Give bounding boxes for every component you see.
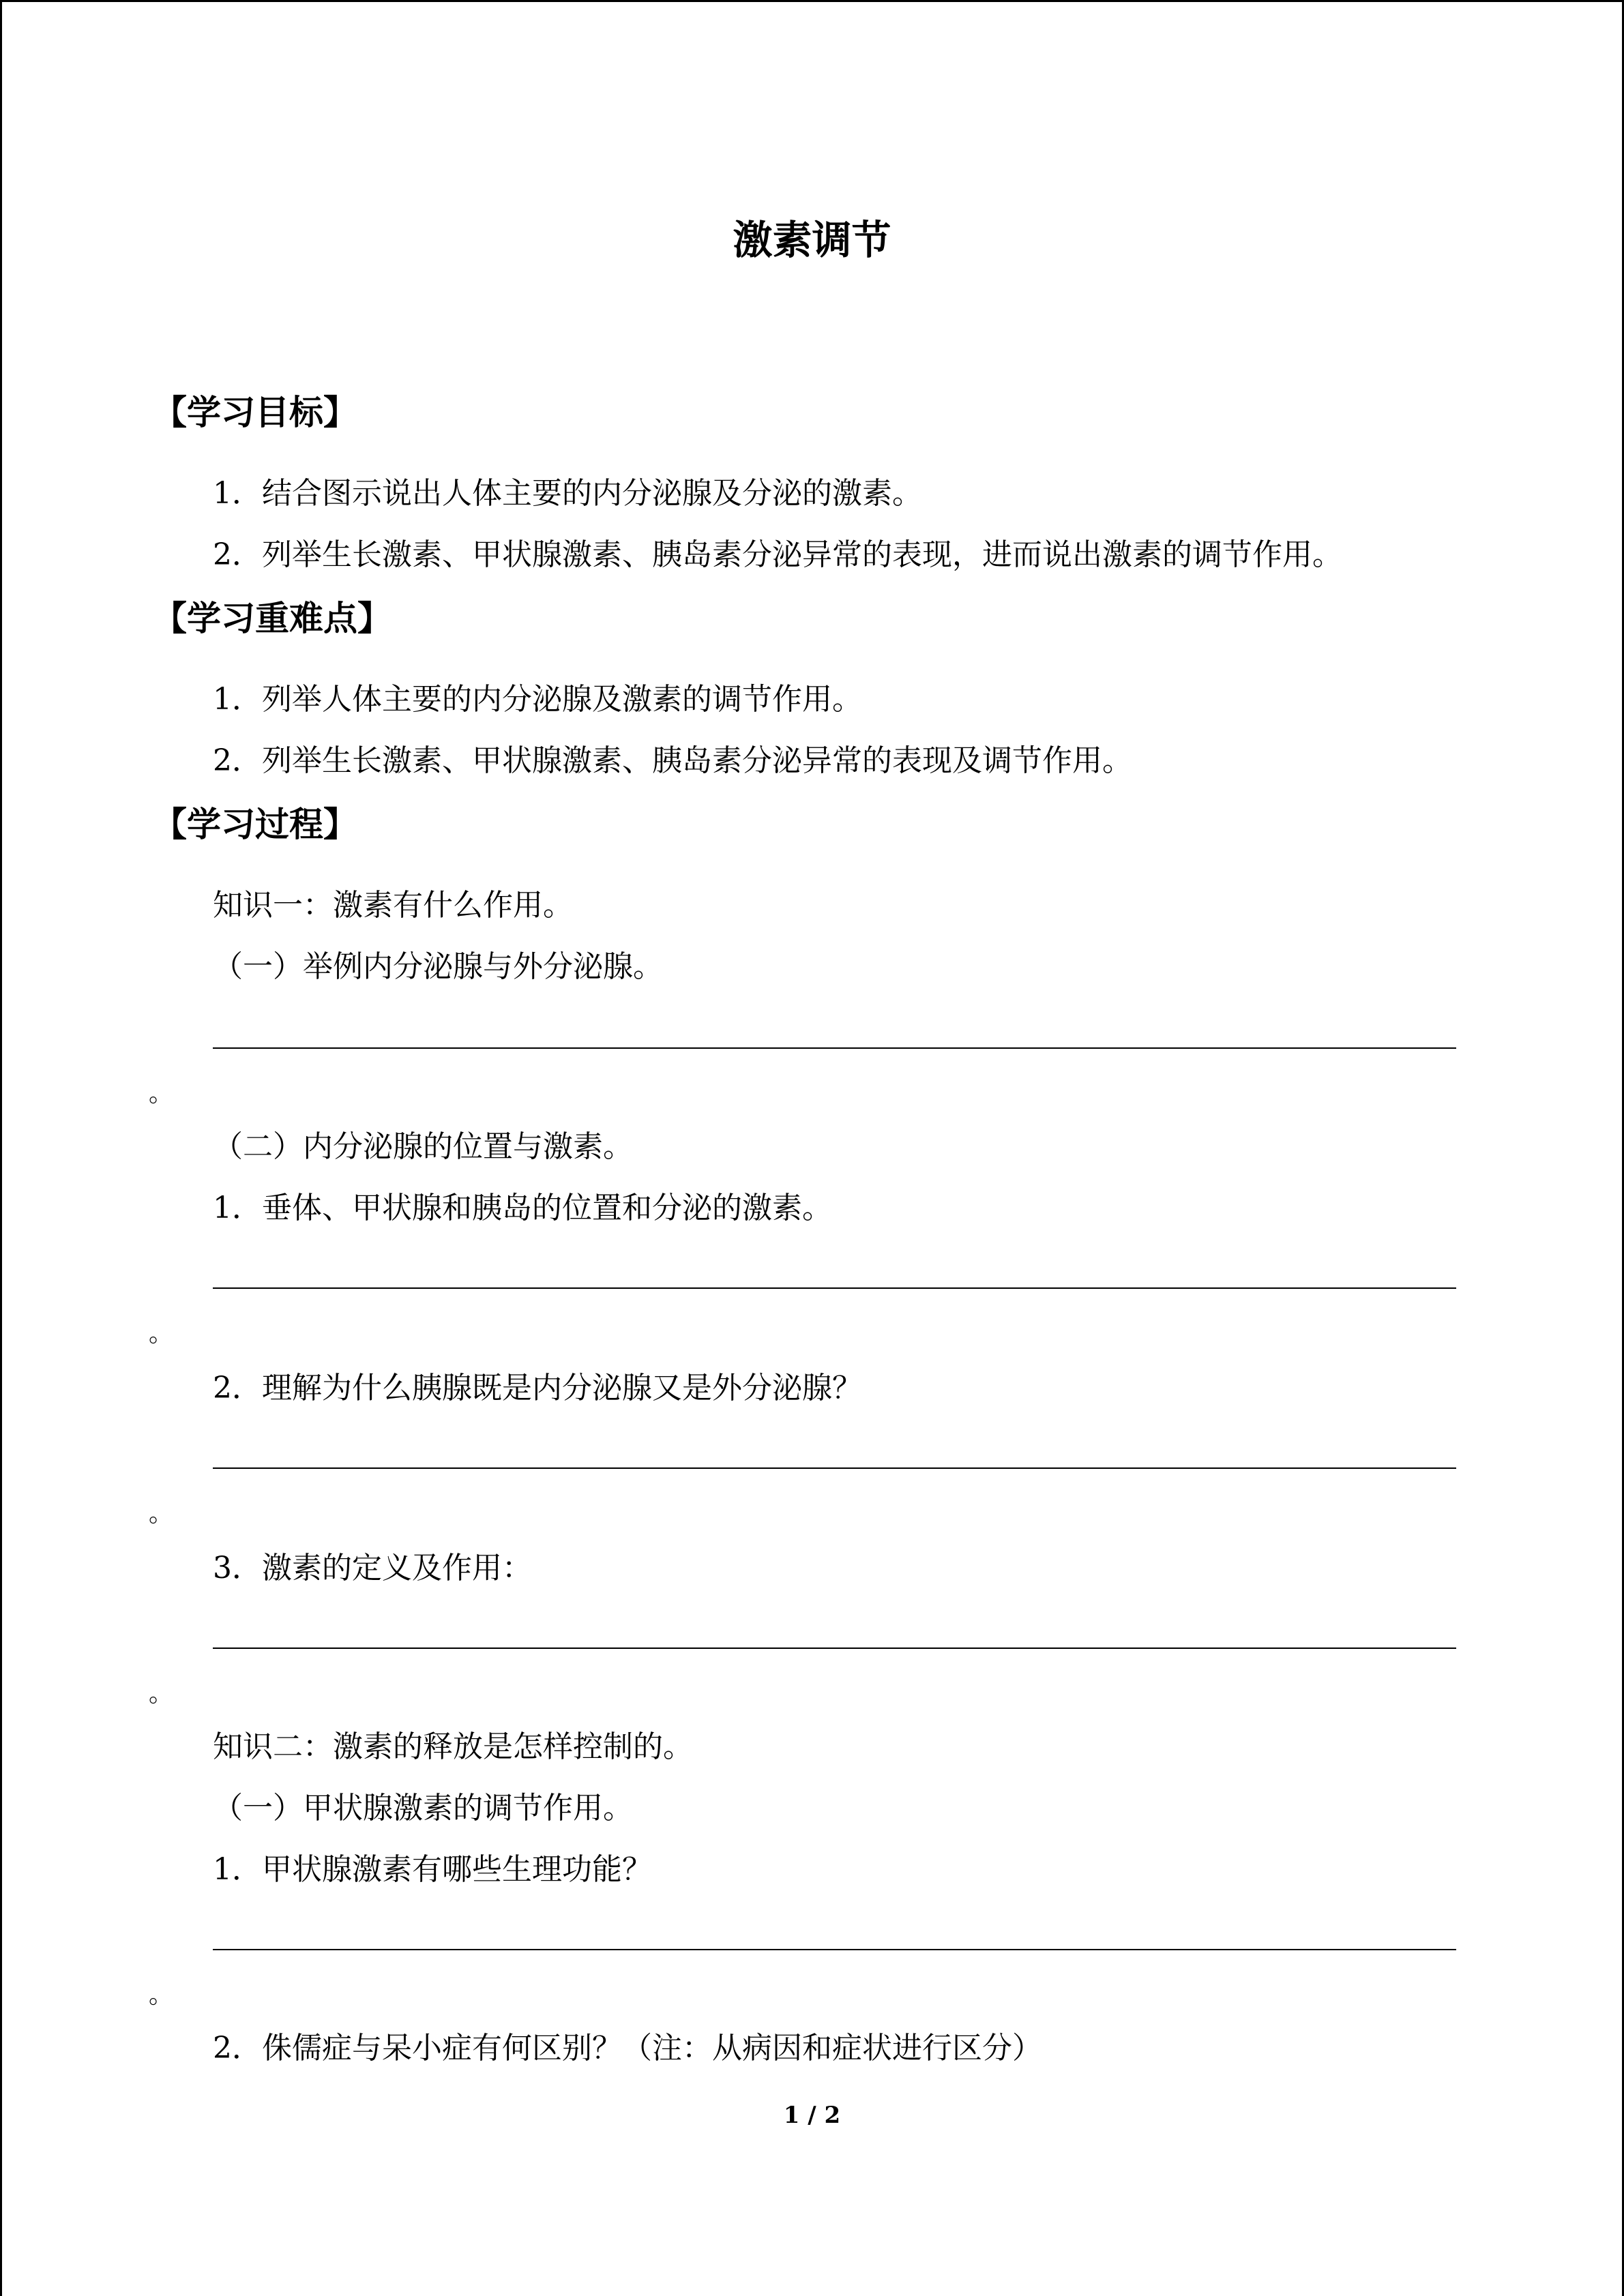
end-mark: 。: [149, 1680, 174, 1708]
key-point-item-2: 2．列举生长激素、甲状腺激素、胰岛素分泌异常的表现及调节作用。: [213, 743, 1132, 778]
answer-line: [213, 1467, 1456, 1469]
knowledge-1-question-2-3: 3．激素的定义及作用：: [213, 1551, 532, 1585]
end-mark: 。: [149, 1079, 174, 1107]
answer-line: [213, 1047, 1456, 1049]
end-mark: 。: [149, 1981, 174, 2009]
section-heading-goals: 【学习目标】: [153, 392, 357, 432]
knowledge-1-question-2: （二）内分泌腺的位置与激素。: [213, 1129, 633, 1164]
page-number: 1 / 2: [783, 2102, 841, 2129]
knowledge-2-title: 知识二：激素的释放是怎样控制的。: [213, 1729, 693, 1764]
knowledge-2-question-1: （一）甲状腺激素的调节作用。: [213, 1791, 633, 1825]
answer-line: [213, 1949, 1456, 1950]
knowledge-1-title: 知识一：激素有什么作用。: [213, 888, 573, 923]
knowledge-1-question-1: （一）举例内分泌腺与外分泌腺。: [213, 949, 663, 984]
knowledge-1-question-2-2: 2．理解为什么胰腺既是内分泌腺又是外分泌腺？: [213, 1371, 862, 1405]
knowledge-2-question-1-2: 2．侏儒症与呆小症有何区别？（注：从病因和症状进行区分）: [213, 2031, 1042, 2066]
section-heading-key-points: 【学习重难点】: [153, 598, 392, 638]
section-heading-process: 【学习过程】: [153, 804, 357, 844]
key-point-item-1: 1．列举人体主要的内分泌腺及激素的调节作用。: [213, 682, 862, 717]
end-mark: 。: [149, 1320, 174, 1347]
goal-item-2: 2．列举生长激素、甲状腺激素、胰岛素分泌异常的表现，进而说出激素的调节作用。: [213, 537, 1342, 572]
goal-item-1: 1．结合图示说出人体主要的内分泌腺及分泌的激素。: [213, 476, 922, 511]
knowledge-1-question-2-1: 1．垂体、甲状腺和胰岛的位置和分泌的激素。: [213, 1191, 832, 1225]
knowledge-2-question-1-1: 1．甲状腺激素有哪些生理功能？: [213, 1852, 652, 1887]
document-title: 激素调节: [733, 217, 891, 263]
answer-line: [213, 1287, 1456, 1289]
end-mark: 。: [149, 1500, 174, 1527]
answer-line: [213, 1648, 1456, 1649]
